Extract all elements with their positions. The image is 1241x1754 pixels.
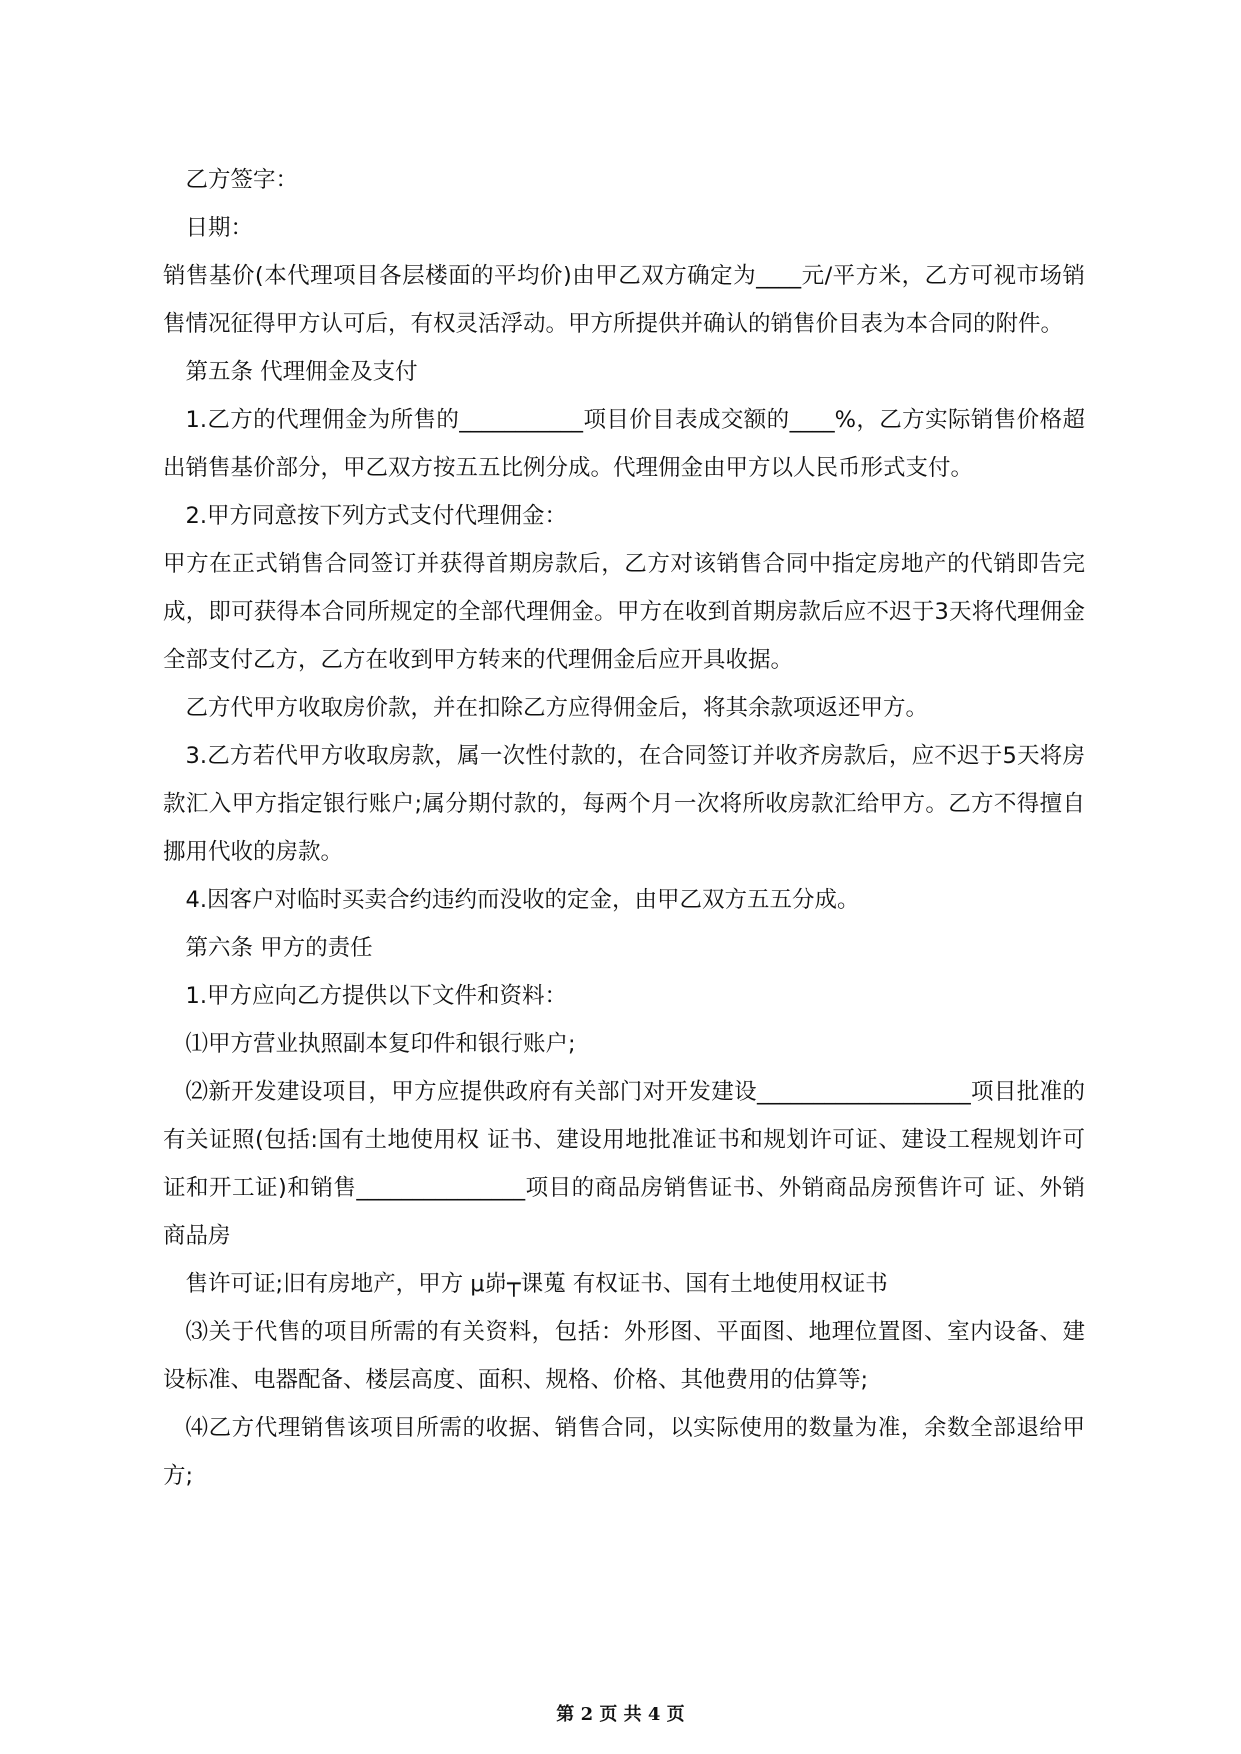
paragraph: 销售基价(本代理项目各层楼面的平均价)由甲乙双方确定为____元/平方米，乙方可视市场销售情况征得甲方认可后，有权灵活浮动。甲方所提供并确认的销售价目表为本合同的附件。 (163, 263, 1085, 337)
paragraph: ⑵新开发建设项目，甲方应提供政府有关部门对开发建设___________________项目批准的有关证照(包括:国有土地使用权 证书、建设用地批准证书和规划许可证、建设工程规划许可证和开工证)和销售_______________项目的商品房销售证书、外销商品房预售许可 证、外销商品房 (163, 1079, 1085, 1249)
paragraph: 2.甲方同意按下列方式支付代理佣金： (185, 503, 567, 529)
paragraph: 第六条 甲方的责任 (185, 935, 373, 961)
paragraph: 4.因客户对临时买卖合约违约而没收的定金，由甲乙双方五五分成。 (185, 887, 860, 913)
paragraph: 3.乙方若代甲方收取房款，属一次性付款的，在合同签订并收齐房款后，应不迟于5天将房款汇入甲方指定银行账户;属分期付款的，每两个月一次将所收房款汇给甲方。乙方不得擅自挪用代收的房款。 (163, 743, 1085, 865)
paragraph: 乙方代甲方收取房价款，并在扣除乙方应得佣金后，将其余款项返还甲方。 (185, 695, 929, 721)
paragraph: 第五条 代理佣金及支付 (185, 359, 418, 385)
document-body (163, 156, 1085, 1500)
paragraph: 乙方签字： (185, 167, 299, 193)
paragraph: 售许可证;旧有房地产，甲方 μ峁┬课蒐 有权证书、国有土地使用权证书 (185, 1271, 888, 1297)
paragraph: ⑷乙方代理销售该项目所需的收据、销售合同，以实际使用的数量为准，余数全部退给甲方; (163, 1415, 1085, 1489)
paragraph: 日期： (185, 215, 254, 241)
paragraph: ⑶关于代售的项目所需的有关资料，包括：外形图、平面图、地理位置图、室内设备、建设标准、电器配备、楼层高度、面积、规格、价格、其他费用的估算等; (163, 1319, 1085, 1393)
paragraph: 1.乙方的代理佣金为所售的___________项目价目表成交额的____%，乙方实际销售价格超出销售基价部分，甲乙双方按五五比例分成。代理佣金由甲方以人民币形式支付。 (163, 407, 1085, 481)
paragraph: 1.甲方应向乙方提供以下文件和资料： (185, 983, 567, 1009)
page-footer: 第 2 页 共 4 页 (556, 1704, 685, 1725)
paragraph: ⑴甲方营业执照副本复印件和银行账户; (185, 1031, 576, 1057)
paragraph: 甲方在正式销售合同签订并获得首期房款后，乙方对该销售合同中指定房地产的代销即告完成，即可获得本合同所规定的全部代理佣金。甲方在收到首期房款后应不迟于3天将代理佣金全部支付乙方，乙方在收到甲方转来的代理佣金后应开具收据。 (163, 551, 1085, 673)
